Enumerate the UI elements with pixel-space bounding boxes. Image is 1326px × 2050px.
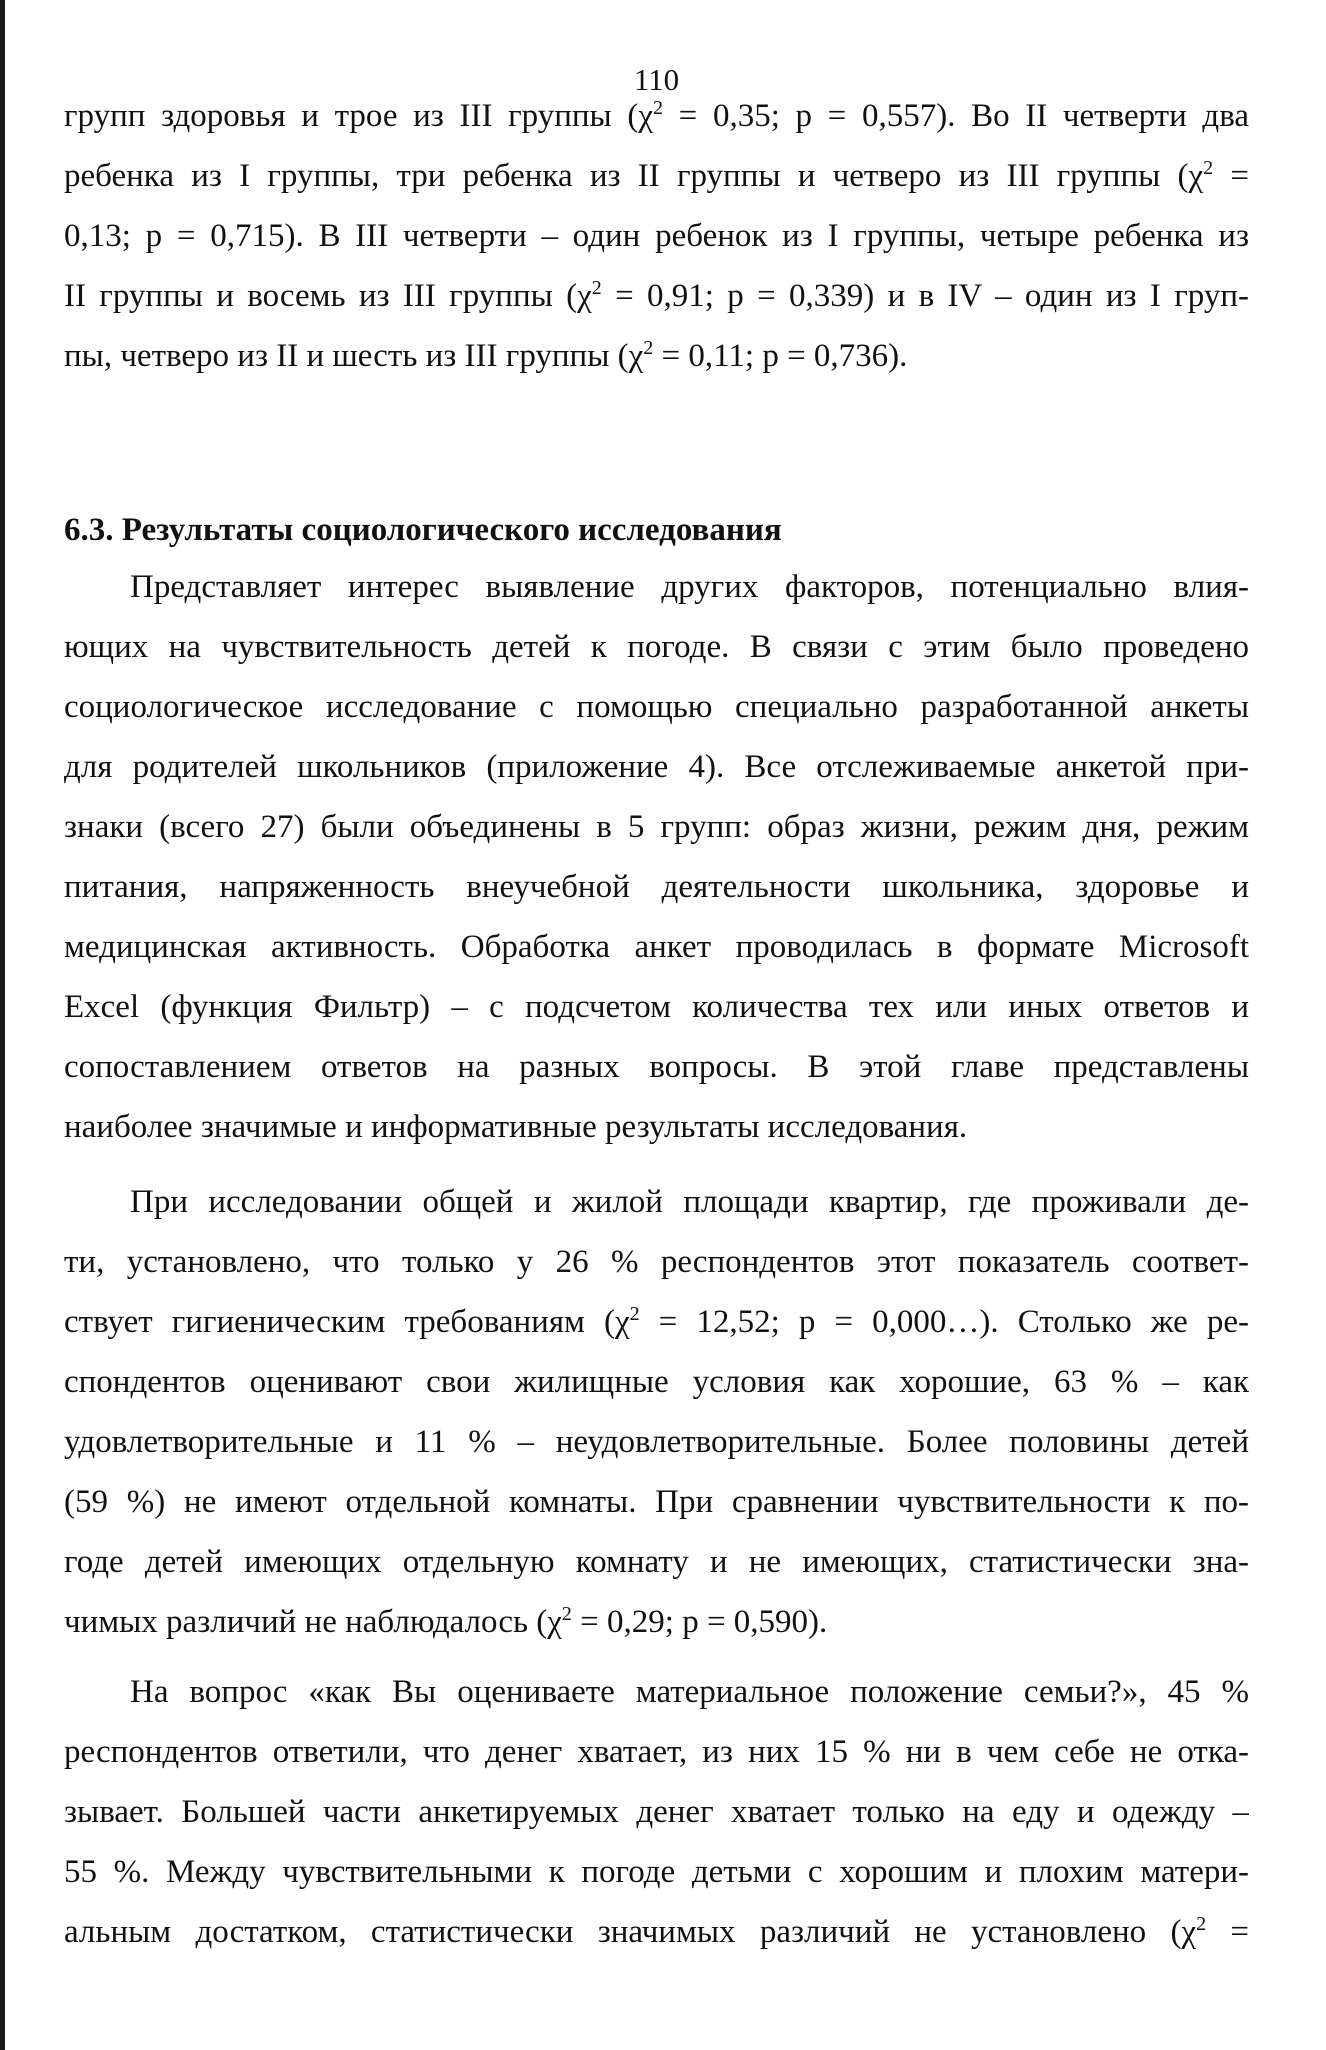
text-segment: ти, установлено, что только у 26 % респондентов этот показатель соответ- [64, 1244, 1249, 1280]
text-line [64, 206, 1249, 266]
text-segment: пы, четверо из II и шесть из III группы (χ [64, 338, 644, 374]
text-line [64, 1037, 1249, 1097]
text-line [64, 1662, 1249, 1722]
paragraph-intro [64, 557, 1249, 1157]
text-line [64, 326, 1249, 386]
text-segment: чимых различий не наблюдалось (χ [64, 1604, 562, 1640]
text-segment: = 0,91; р = 0,339) и в IV – один из I груп- [601, 278, 1249, 314]
text-line [64, 797, 1249, 857]
superscript: 2 [629, 1303, 640, 1325]
text-segment: ребенка из I группы, три ребенка из II группы и четверо из III группы (χ [64, 158, 1204, 194]
text-segment: На вопрос «как Вы оцениваете материальное положение семьи?», 45 % [130, 1674, 1249, 1710]
superscript: 2 [643, 337, 654, 359]
text-segment: для родителей школьников (приложение 4). Все отслеживаемые анкетой при- [64, 749, 1249, 785]
superscript: 2 [1196, 1913, 1207, 1935]
text-line [64, 617, 1249, 677]
text-segment: II группы и восемь из III группы (χ [64, 278, 592, 314]
text-line [64, 1097, 1249, 1157]
superscript: 2 [1203, 157, 1214, 179]
text-line [64, 266, 1249, 326]
text-segment: сопоставлением ответов на разных вопросы. В этой главе представлены [64, 1049, 1249, 1085]
paragraph-income [64, 1662, 1249, 1962]
text-line [64, 86, 1249, 146]
text-segment: = 0,29; р = 0,590). [571, 1604, 828, 1640]
text-segment: групп здоровья и трое из III группы (χ [64, 98, 654, 134]
scan-edge [0, 0, 5, 2050]
text-line [64, 1592, 1249, 1652]
page-number: 110 [633, 62, 680, 97]
text-segment: = [1213, 158, 1249, 194]
text-line [64, 1722, 1249, 1782]
text-line [64, 1232, 1249, 1292]
text-segment: При исследовании общей и жилой площади квартир, где проживали де- [130, 1184, 1249, 1220]
text-line [64, 677, 1249, 737]
text-segment: спондентов оценивают свои жилищные условия как хорошие, 63 % – как [64, 1364, 1249, 1400]
text-segment: удовлетворительные и 11 % – неудовлетворительные. Более половины детей [64, 1424, 1249, 1460]
text-line [64, 1842, 1249, 1902]
text-segment: годе детей имеющих отдельную комнату и не имеющих, статистически зна- [64, 1544, 1249, 1580]
text-segment: (59 %) не имеют отдельной комнаты. При сравнении чувствительности к по- [64, 1484, 1249, 1520]
text-line [64, 857, 1249, 917]
text-line [64, 1172, 1249, 1232]
text-segment: питания, напряженность внеучебной деятельности школьника, здоровье и [64, 869, 1249, 905]
text-segment: = 0,35; р = 0,557). Во II четверти два [663, 98, 1249, 134]
superscript: 2 [561, 1603, 572, 1625]
text-segment: медицинская активность. Обработка анкет проводилась в формате Microsoft [64, 929, 1249, 965]
text-segment: респондентов ответили, что денег хватает, из них 15 % ни в чем себе не отка- [64, 1734, 1249, 1770]
text-line [64, 1902, 1249, 1962]
section-heading: 6.3. Результаты социологического исследования [64, 512, 782, 548]
text-segment: знаки (всего 27) были объединены в 5 групп: образ жизни, режим дня, режим [64, 809, 1249, 845]
text-segment: ствует гигиеническим требованиям (χ [64, 1304, 630, 1340]
text-segment: = [1206, 1914, 1249, 1950]
paragraph-continued [64, 86, 1249, 386]
text-segment: 55 %. Между чувствительными к погоде детьми с хорошим и плохим матери- [64, 1854, 1249, 1890]
text-line [64, 1292, 1249, 1352]
paragraph-housing [64, 1172, 1249, 1652]
text-segment: зывает. Большей части анкетируемых денег хватает только на еду и одежду – [64, 1794, 1249, 1830]
text-segment: Excel (функция Фильтр) – с подсчетом количества тех или иных ответов и [64, 989, 1249, 1025]
text-line [64, 1412, 1249, 1472]
text-segment: ющих на чувствительность детей к погоде. В связи с этим было проведено [64, 629, 1249, 665]
text-line [64, 1782, 1249, 1842]
text-segment: социологическое исследование с помощью специально разработанной анкеты [64, 689, 1249, 725]
text-line [64, 737, 1249, 797]
text-line [64, 977, 1249, 1037]
text-segment: 0,13; р = 0,715). В III четверти – один ребенок из I группы, четыре ребенка из [64, 218, 1249, 254]
superscript: 2 [653, 97, 664, 119]
text-segment: наиболее значимые и информативные результаты исследования. [64, 1109, 968, 1145]
text-segment: альным достатком, статистически значимых различий не установлено (χ [64, 1914, 1197, 1950]
text-line [64, 557, 1249, 617]
text-line [64, 1352, 1249, 1412]
text-line [64, 1472, 1249, 1532]
text-segment: = 12,52; р = 0,000…). Столько же ре- [639, 1304, 1249, 1340]
superscript: 2 [591, 277, 602, 299]
text-segment: Представляет интерес выявление других факторов, потенциально влия- [130, 569, 1249, 605]
text-segment: = 0,11; р = 0,736). [653, 338, 908, 374]
text-line [64, 917, 1249, 977]
text-line [64, 1532, 1249, 1592]
text-line [64, 146, 1249, 206]
